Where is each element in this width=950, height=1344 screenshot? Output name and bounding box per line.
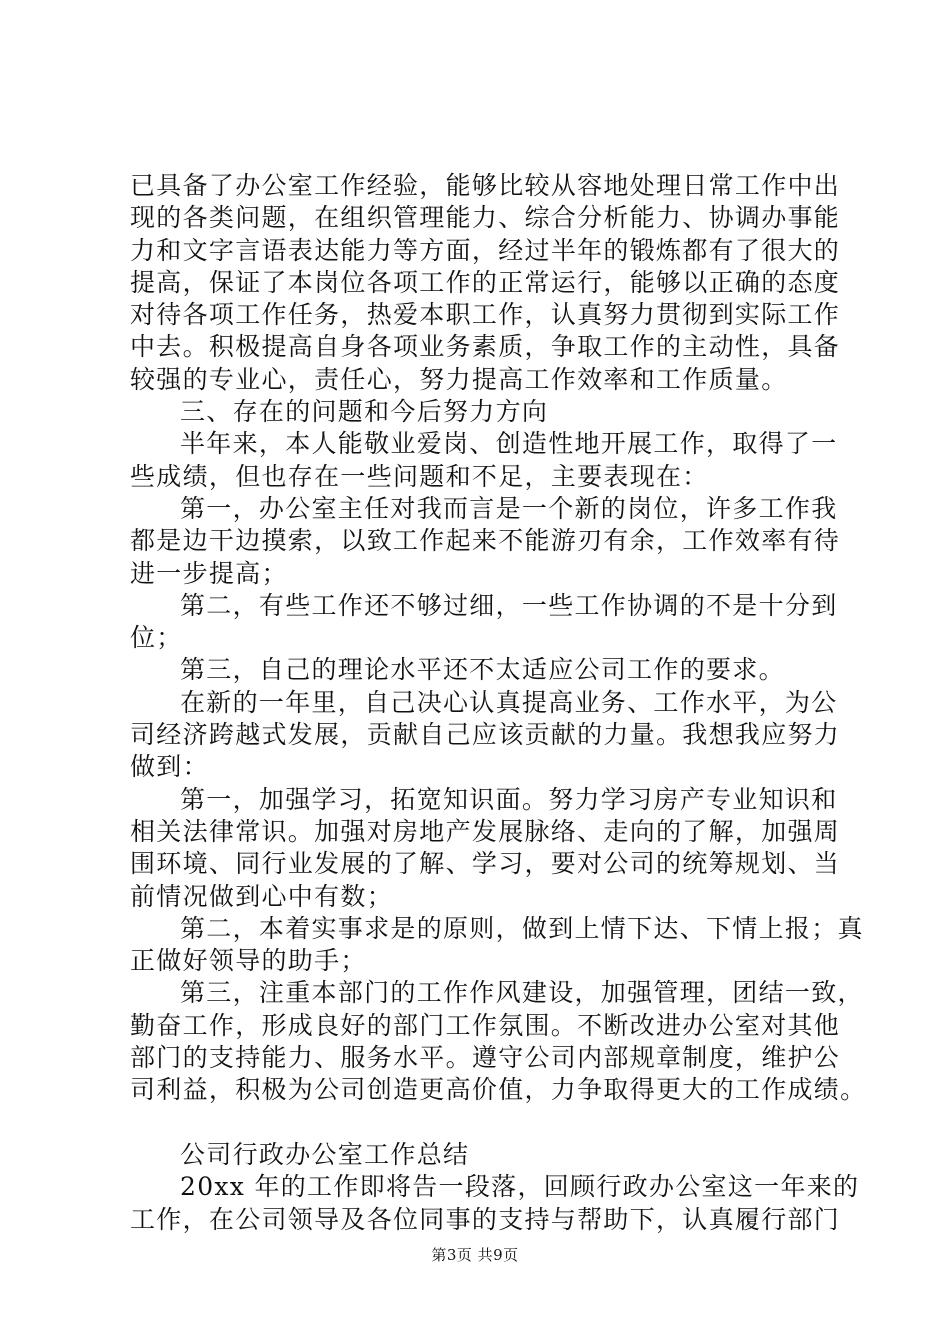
text-line: 提高，保证了本岗位各项工作的正常运行，能够以正确的态度 <box>130 267 841 297</box>
text-line: 围环境、同行业发展的了解、学习，要对公司的统筹规划、当 <box>130 849 841 879</box>
text-line: 前情况做到心中有数； <box>130 881 394 911</box>
text-line: 第二，有些工作还不够过细，一些工作协调的不是十分到 <box>180 590 838 620</box>
text-line: 20xx 年的工作即将告一段落，回顾行政办公室这一年来的 <box>180 1172 860 1202</box>
text-line: 司利益，积极为公司创造更高价值，力争取得更大的工作成绩。 <box>130 1075 867 1105</box>
text-line: 进一步提高； <box>130 558 288 588</box>
text-line: 力和文字言语表达能力等方面，经过半年的锻炼都有了很大的 <box>130 235 841 265</box>
text-line: 司经济跨越式发展，贡献自己应该贡献的力量。我想我应努力 <box>130 720 841 750</box>
text-line: 半年来，本人能敬业爱岗、创造性地开展工作，取得了一 <box>180 429 838 459</box>
text-line: 第一，加强学习，拓宽知识面。努力学习房产专业知识和 <box>180 784 838 814</box>
text-line: 相关法律常识。加强对房地产发展脉络、走向的了解，加强周 <box>130 816 841 846</box>
text-line: 第二，本着实事求是的原则，做到上情下达、下情上报；真 <box>180 913 864 943</box>
text-line: 第三，注重本部门的工作作风建设，加强管理，团结一致， <box>180 978 864 1008</box>
text-line: 较强的专业心，责任心，努力提高工作效率和工作质量。 <box>130 364 788 394</box>
text-line: 中去。积极提高自身各项业务素质，争取工作的主动性，具备 <box>130 332 841 362</box>
text-line: 已具备了办公室工作经验，能够比较从容地处理日常工作中出 <box>130 171 841 200</box>
text-line: 对待各项工作任务，热爱本职工作，认真努力贯彻到实际工作 <box>130 300 841 330</box>
text-line: 正做好领导的助手； <box>130 946 367 976</box>
text-line: 现的各类问题，在组织管理能力、综合分析能力、协调办事能 <box>130 203 841 233</box>
text-line: 公司行政办公室工作总结 <box>180 1139 470 1169</box>
text-line: 勤奋工作，形成良好的部门工作氛围。不断改进办公室对其他 <box>130 1010 841 1040</box>
text-line: 位； <box>130 623 183 653</box>
text-line: 都是边干边摸索，以致工作起来不能游刃有余，工作效率有待 <box>130 526 841 556</box>
document-body <box>130 170 867 1236</box>
text-line: 做到： <box>130 752 209 782</box>
text-line: 第一，办公室主任对我而言是一个新的岗位，许多工作我 <box>180 493 838 523</box>
text-line: 些成绩，但也存在一些问题和不足，主要表现在： <box>130 461 709 491</box>
page-footer: 第3页 共9页 <box>431 1246 519 1264</box>
text-line: 在新的一年里，自己决心认真提高业务、工作水平，为公 <box>180 687 838 717</box>
text-line: 部门的支持能力、服务水平。遵守公司内部规章制度，维护公 <box>130 1043 841 1073</box>
text-line: 三、存在的问题和今后努力方向 <box>180 397 549 427</box>
blank-line <box>130 1107 835 1139</box>
text-line: 工作，在公司领导及各位同事的支持与帮助下，认真履行部门 <box>130 1204 841 1234</box>
text-line: 第三，自己的理论水平还不太适应公司工作的要求。 <box>180 655 785 685</box>
